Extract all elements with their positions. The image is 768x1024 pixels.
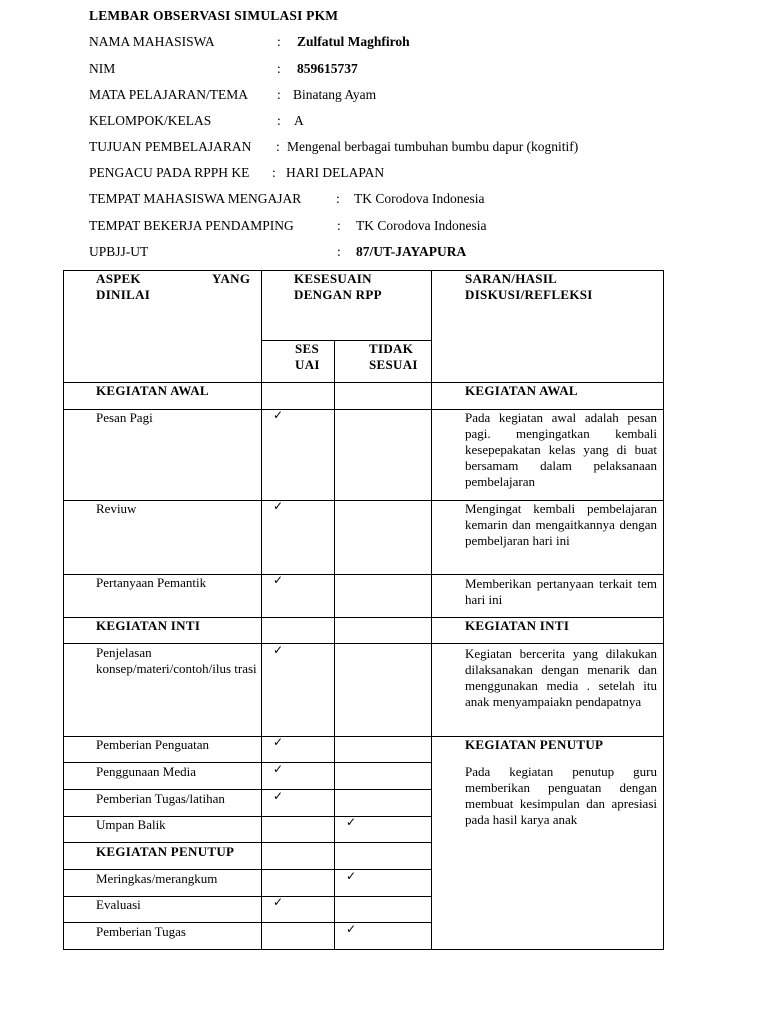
header-label-rpph: PENGACU PADA RPPH KE <box>89 165 250 180</box>
table-head-kesesuaian: KESESUAIN <box>294 271 372 286</box>
note-kegiatan-penutup: Pada kegiatan penutup guru memberikan penguatan dengan membuat kesimpulan dan apresiasi pada hasil karya anak <box>465 764 657 827</box>
aspek-umpan-balik: Umpan Balik <box>96 817 166 832</box>
header-label-kelompok: KELOMPOK/KELAS <box>89 113 212 128</box>
header-colon: : <box>272 165 276 180</box>
table-head-saran: DISKUSI/REFLEKSI <box>465 287 593 302</box>
note-reviuw: Mengingat kembali pembelajaran kemarin dan mengaitkannya dengan pembeljaran hari ini <box>465 501 657 548</box>
header-colon: : <box>277 113 281 128</box>
check-icon: ✓ <box>273 408 284 422</box>
section-kegiatan-inti: KEGIATAN INTI <box>96 618 201 633</box>
table-head-aspek: YANG <box>212 271 251 286</box>
aspek-reviuw: Reviuw <box>96 501 137 516</box>
table-border <box>63 789 432 790</box>
table-border <box>63 270 64 950</box>
header-colon: : <box>337 244 341 259</box>
check-icon: ✓ <box>273 499 284 513</box>
header-label-nama: NAMA MAHASISWA <box>89 34 215 49</box>
table-border <box>63 762 432 763</box>
header-colon: : <box>277 34 281 49</box>
table-border <box>63 869 432 870</box>
check-icon: ✓ <box>273 573 284 587</box>
table-head-aspek: ASPEK <box>96 271 141 286</box>
header-colon: : <box>337 218 341 233</box>
table-head-sesuai: UAI <box>295 357 320 372</box>
header-label-upbjj: UPBJJ-UT <box>89 244 149 259</box>
check-icon: ✓ <box>273 895 284 909</box>
header-colon: : <box>336 191 340 206</box>
header-colon: : <box>277 61 281 76</box>
check-icon: ✓ <box>346 815 357 829</box>
table-border <box>663 270 664 950</box>
header-colon: : <box>276 139 280 154</box>
check-icon: ✓ <box>273 762 284 776</box>
aspek-pemberian-tugas: Pemberian Tugas <box>96 924 186 939</box>
header-label-tujuan: TUJUAN PEMBELAJARAN <box>89 139 252 154</box>
aspek-meringkas: Meringkas/merangkum <box>96 871 218 886</box>
header-label-tempat-pendamping: TEMPAT BEKERJA PENDAMPING <box>89 218 294 233</box>
table-border <box>63 842 432 843</box>
check-icon: ✓ <box>346 922 357 936</box>
table-head-sesuai: SES <box>295 341 320 356</box>
table-head-tidak-sesuai: TIDAK <box>369 341 414 356</box>
table-border <box>431 270 432 950</box>
note-title-kegiatan-awal: KEGIATAN AWAL <box>465 383 578 398</box>
check-icon: ✓ <box>346 869 357 883</box>
header-label-tempat-mengajar: TEMPAT MAHASISWA MENGAJAR <box>89 191 302 206</box>
header-value-rpph: HARI DELAPAN <box>286 165 385 180</box>
table-border <box>63 643 664 644</box>
aspek-pemberian-tugas-latihan: Pemberian Tugas/latihan <box>96 791 225 806</box>
aspek-pertanyaan-pemantik: Pertanyaan Pemantik <box>96 575 207 590</box>
section-kegiatan-awal: KEGIATAN AWAL <box>96 383 209 398</box>
header-colon: : <box>277 87 281 102</box>
note-pertanyaan-pemantik: Memberikan pertanyaan terkait tem hari ini <box>465 576 657 607</box>
header-label-nim: NIM <box>89 61 116 76</box>
check-icon: ✓ <box>273 735 284 749</box>
table-head-tidak-sesuai: SESUAI <box>369 357 418 372</box>
aspek-penjelasan-konsep: Penjelasan konsep/materi/contoh/ilus trasi <box>96 645 257 676</box>
document-title: LEMBAR OBSERVASI SIMULASI PKM <box>89 8 339 23</box>
table-border <box>63 949 664 950</box>
header-value-nim: 859615737 <box>297 61 358 76</box>
note-penjelasan-konsep: Kegiatan bercerita yang dilakukan dilaksanakan dengan menarik dan menggunakan media . setelah itu anak menyampaiakn pendapatnya <box>465 646 657 709</box>
header-value-mapel: Binatang Ayam <box>293 87 377 102</box>
aspek-evaluasi: Evaluasi <box>96 897 141 912</box>
note-pesan-pagi: Pada kegiatan awal adalah pesan pagi. mengingatkan kembali kesepepakatan kelas yang di buat bersamam dalam pelaksanaan pembelajaran <box>465 410 657 489</box>
check-icon: ✓ <box>273 643 284 657</box>
header-value-upbjj: 87/UT-JAYAPURA <box>356 244 467 259</box>
table-border <box>261 270 262 950</box>
note-title-kegiatan-penutup: KEGIATAN PENUTUP <box>465 737 604 752</box>
check-icon: ✓ <box>273 789 284 803</box>
aspek-pesan-pagi: Pesan Pagi <box>96 410 153 425</box>
header-value-kelompok: A <box>294 113 304 128</box>
note-title-kegiatan-inti: KEGIATAN INTI <box>465 618 570 633</box>
table-head-kesesuaian: DENGAN RPP <box>294 287 382 302</box>
aspek-pemberian-penguatan: Pemberian Penguatan <box>96 737 209 752</box>
aspek-penggunaan-media: Penggunaan Media <box>96 764 197 779</box>
section-kegiatan-penutup: KEGIATAN PENUTUP <box>96 844 235 859</box>
header-value-tujuan: Mengenal berbagai tumbuhan bumbu dapur (kognitif) <box>287 139 579 154</box>
header-value-tempat-pendamping: TK Corodova Indonesia <box>356 218 487 233</box>
header-value-tempat-mengajar: TK Corodova Indonesia <box>354 191 485 206</box>
header-value-nama: Zulfatul Maghfiroh <box>297 34 410 49</box>
table-border <box>63 922 432 923</box>
table-head-aspek: DINILAI <box>96 287 151 302</box>
header-label-mapel: MATA PELAJARAN/TEMA <box>89 87 249 102</box>
table-head-saran: SARAN/HASIL <box>465 271 558 286</box>
table-border <box>334 340 335 950</box>
